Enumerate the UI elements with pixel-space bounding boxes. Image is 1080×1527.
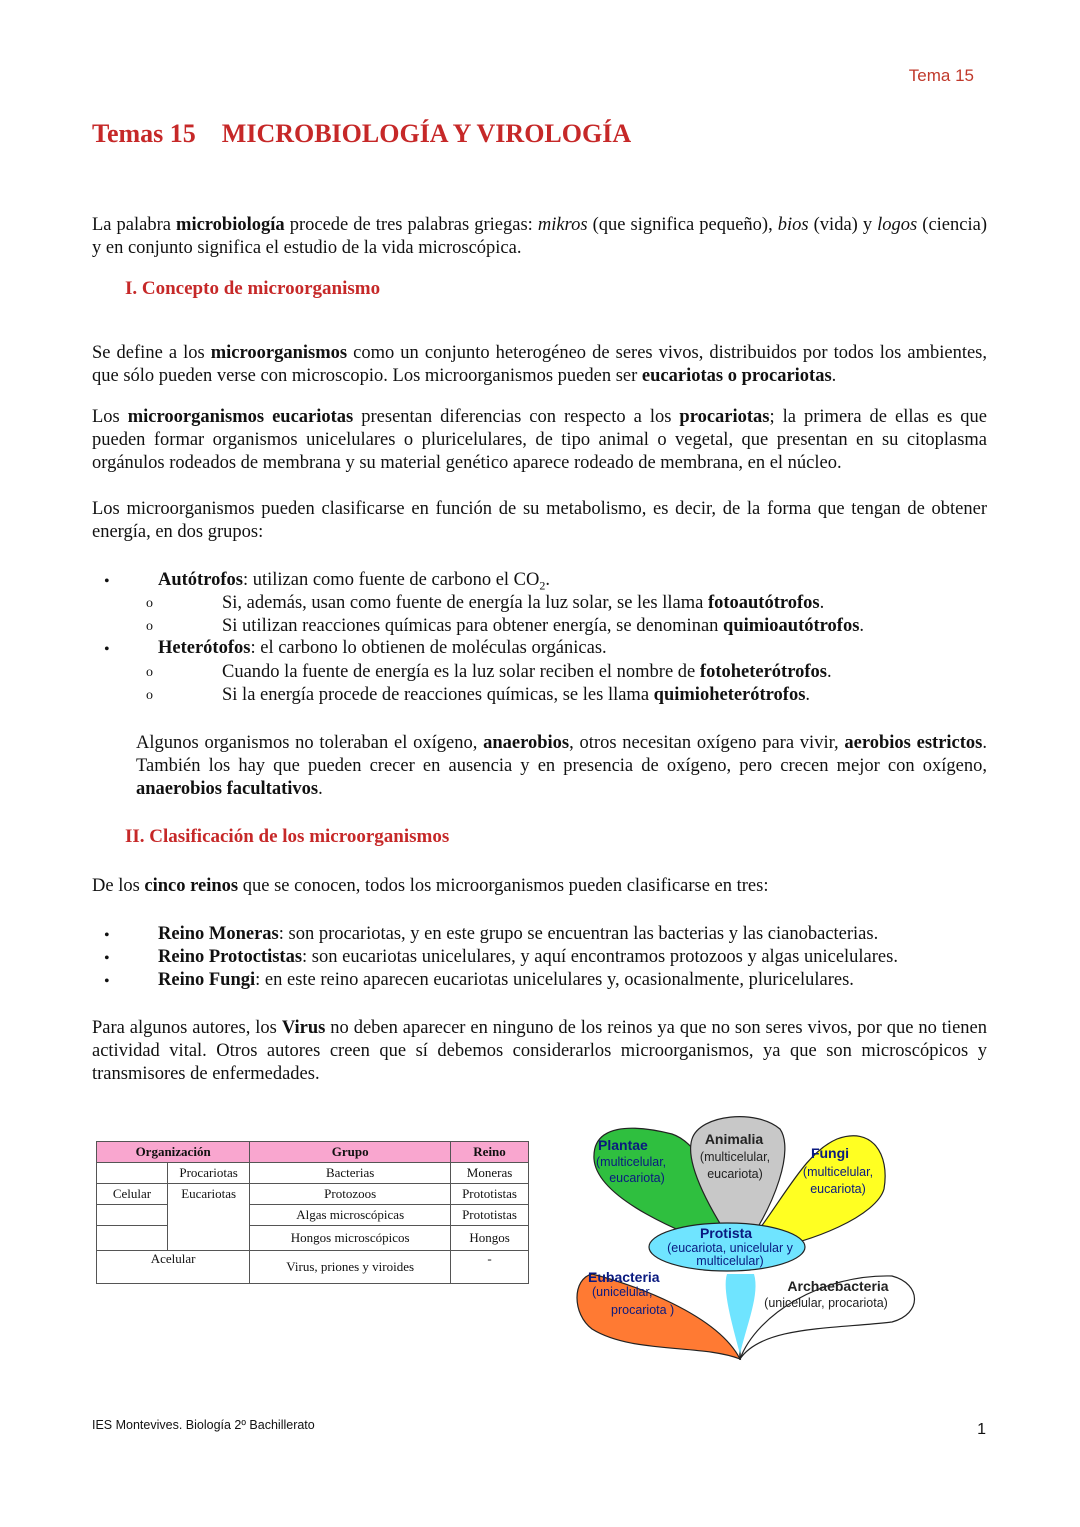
animalia-label: Animalia bbox=[704, 1131, 764, 1147]
plantae-desc-2: eucariota) bbox=[609, 1171, 665, 1185]
circle-bullet-icon: o bbox=[146, 596, 153, 611]
table-row bbox=[97, 1205, 529, 1226]
list-item-quimioautotrofos: Si utilizan reacciones químicas para obtener energía, se denominan quimioautótrofos. bbox=[222, 616, 865, 636]
table-row bbox=[97, 1184, 529, 1205]
eubacteria-desc-1: (unicelular, bbox=[592, 1285, 653, 1299]
list-item-fotoautotrofos: Si, además, usan como fuente de energía la luz solar, se les llama fotoautótrofos. bbox=[222, 593, 825, 613]
title-number: Temas 15 bbox=[92, 119, 196, 148]
table-row bbox=[97, 1163, 529, 1184]
table-cell: Bacterias bbox=[250, 1163, 451, 1184]
classification-table bbox=[96, 1141, 529, 1284]
table-cell: Celular bbox=[97, 1184, 168, 1205]
section-heading-concepto: I. Concepto de microorganismo bbox=[125, 278, 381, 299]
table-cell: Prototistas bbox=[451, 1205, 529, 1226]
plantae-desc-1: (multicelular, bbox=[596, 1155, 667, 1169]
eubacteria-label: Eubacteria bbox=[588, 1269, 660, 1285]
footer-school: IES Montevives. Biología 2º Bachillerato bbox=[92, 1418, 315, 1432]
fungi-desc-2: eucariota) bbox=[810, 1182, 866, 1196]
fungi-desc-1: (multicelular, bbox=[802, 1165, 874, 1179]
list-item-reino-moneras: Reino Moneras: son procariotas, y en este grupo se encuentran las bacterias y las cianobacterias. bbox=[158, 924, 879, 944]
table-cell: Algas microscópicas bbox=[250, 1205, 451, 1226]
definition-paragraph: Se define a los microorganismos como un conjunto heterogéneo de seres vivos, distribuidos por todos los ambientes, que sólo pueden verse con microscopio. Los microorganismos pueden ser eucariotas o procariotas. bbox=[92, 343, 987, 386]
table-header-reino: Reino bbox=[451, 1142, 529, 1163]
fungi-label: Fungi bbox=[810, 1145, 850, 1161]
virus-paragraph: Para algunos autores, los Virus no deben aparecer en ninguno de los reinos ya que no son seres vivos, por que no tienen actividad vital. Otros autores creen que sí debemos considerarlos microorganismos, ya que son microscópicos y transmisores de enfermedades. bbox=[92, 1018, 987, 1084]
table-cell: - bbox=[451, 1251, 529, 1284]
bullet-icon: • bbox=[104, 973, 110, 990]
bullet-icon: • bbox=[104, 641, 110, 658]
circle-bullet-icon: o bbox=[146, 619, 153, 634]
eukaryote-paragraph: Los microorganismos eucariotas presentan diferencias con respecto a los procariotas; la primera de ellas es que pueden formar organismos unicelulares o pluricelulares, de tipo animal o vegetal, que presentan en su citoplasma orgánulos rodeados de membrana y su material genético aparece rodeado de membrana, en el núcleo. bbox=[92, 407, 987, 473]
animalia-desc-1: (multicelular, bbox=[699, 1150, 771, 1164]
table-row bbox=[97, 1251, 529, 1284]
table-cell: Protozoos bbox=[250, 1184, 451, 1205]
table-cell: Hongos microscópicos bbox=[250, 1226, 451, 1251]
list-item-autotrofos: Autótrofos: utilizan como fuente de carbono el $CO_2$. bbox=[158, 570, 551, 593]
section-heading-clasificacion: II. Clasificación de los microorganismos bbox=[125, 826, 450, 847]
plantae-label: Plantae bbox=[598, 1137, 648, 1153]
table-header-grupo: Grupo bbox=[250, 1142, 451, 1163]
table-row bbox=[97, 1226, 529, 1251]
page-title bbox=[92, 119, 631, 149]
page-number: 1 bbox=[977, 1421, 986, 1438]
bullet-icon: • bbox=[104, 573, 110, 590]
list-item-reino-fungi: Reino Fungi: en este reino aparecen eucariotas unicelulares y, ocasionalmente, pluricelulares. bbox=[158, 970, 854, 990]
list-item-fotoheterotrofos: Cuando la fuente de energía es la luz solar reciben el nombre de fotoheterótrofos. bbox=[222, 662, 832, 682]
animalia-desc-2: eucariota) bbox=[707, 1167, 763, 1181]
title-text: MICROBIOLOGÍA Y VIROLOGÍA bbox=[221, 119, 632, 148]
kingdoms-flower-diagram bbox=[572, 1104, 922, 1362]
table-cell: Prototistas bbox=[451, 1184, 529, 1205]
kingdoms-intro-paragraph: De los cinco reinos que se conocen, todos los microorganismos pueden clasificarse en tres: bbox=[92, 876, 769, 896]
circle-bullet-icon: o bbox=[146, 665, 153, 680]
table-cell: Acelular bbox=[97, 1251, 250, 1284]
table-cell: Hongos bbox=[451, 1226, 529, 1251]
list-item-reino-protoctistas: Reino Protoctistas: son eucariotas unicelulares, y aquí encontramos protozoos y algas unicelulares. bbox=[158, 947, 898, 967]
eubacteria-desc-2: procariota ) bbox=[611, 1303, 675, 1317]
protista-label: Protista bbox=[699, 1225, 753, 1241]
table-cell: Moneras bbox=[451, 1163, 529, 1184]
table-cell: Eucariotas bbox=[168, 1184, 250, 1205]
table-header-row bbox=[97, 1142, 529, 1163]
intro-paragraph: La palabra microbiología procede de tres palabras griegas: mikros (que significa pequeño), bios (vida) y logos (ciencia) y en conjunto significa el estudio de la vida microscópica. bbox=[92, 215, 987, 258]
header-topic-tag: Tema 15 bbox=[908, 66, 974, 85]
metabolism-intro-paragraph: Los microorganismos pueden clasificarse en función de su metabolismo, es decir, de la forma que tengan de obtener energía, en dos grupos: bbox=[92, 499, 987, 542]
table-cell: Virus, priones y viroides bbox=[250, 1251, 451, 1284]
list-item-heterotrofos: Heterótofos: el carbono lo obtienen de moléculas orgánicas. bbox=[158, 638, 607, 658]
protista-desc-2: multicelular) bbox=[696, 1254, 764, 1268]
archaebacteria-desc: (unicelular, procariota) bbox=[764, 1296, 888, 1310]
table-header-organizacion: Organización bbox=[97, 1142, 250, 1163]
table-cell: Procariotas bbox=[168, 1163, 250, 1184]
bullet-icon: • bbox=[104, 927, 110, 944]
oxygen-paragraph: Algunos organismos no toleraban el oxígeno, anaerobios, otros necesitan oxígeno para vivir, aerobios estrictos. También los hay que pueden crecer en ausencia y en presencia de oxígeno, pero crecen mejor con oxígeno, anaerobios facultativos. bbox=[136, 733, 987, 799]
list-item-quimioheterotrofos: Si la energía procede de reacciones químicas, se les llama quimioheterótrofos. bbox=[222, 685, 811, 705]
protista-desc-1: (eucariota, unicelular y bbox=[667, 1241, 793, 1255]
circle-bullet-icon: o bbox=[146, 688, 153, 703]
archaebacteria-label: Archaebacteria bbox=[787, 1278, 889, 1294]
bullet-icon: • bbox=[104, 950, 110, 967]
